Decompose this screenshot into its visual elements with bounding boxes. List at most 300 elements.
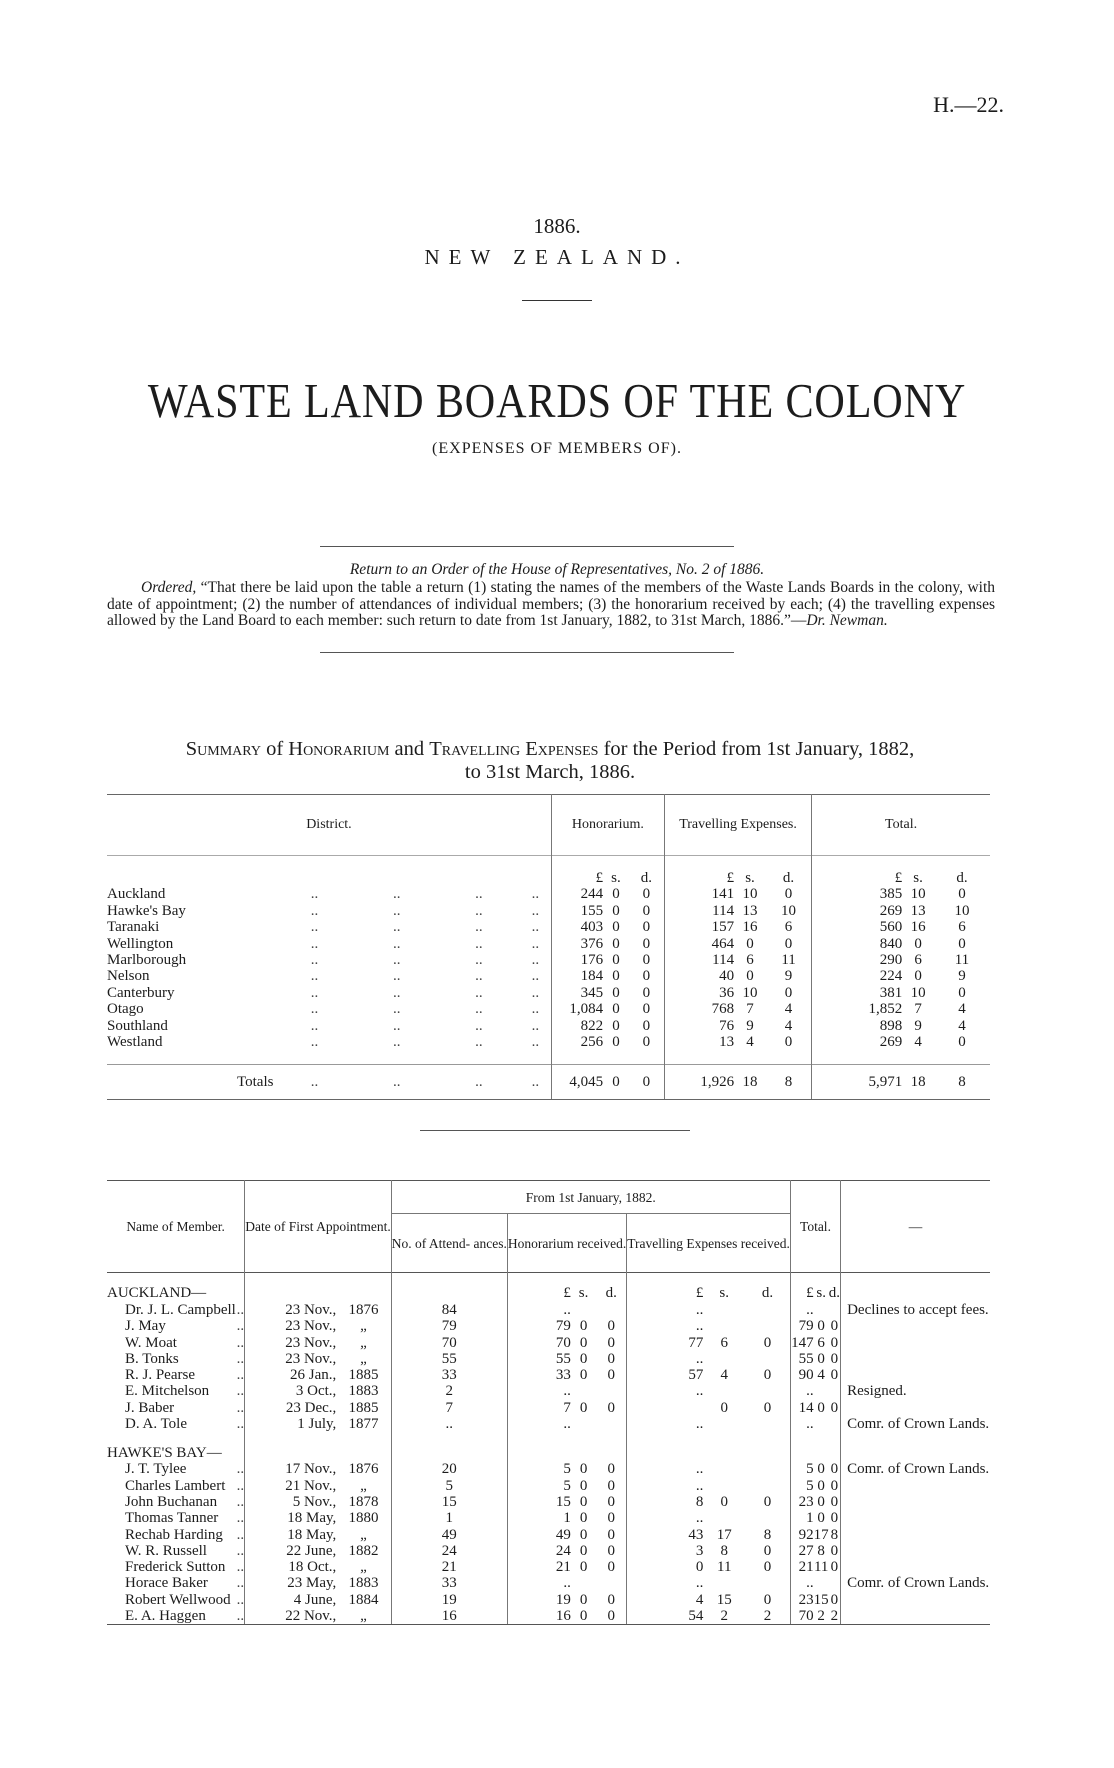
summary-row: [107, 1001, 990, 1017]
tot-pounds: 55: [790, 1351, 813, 1367]
leader-dots: ..: [531, 1034, 540, 1051]
tot-shillings: 2: [814, 1608, 829, 1625]
remark: [841, 1400, 990, 1416]
tot-pence: [829, 1383, 841, 1399]
member-name: Horace Baker: [125, 1575, 208, 1592]
attendances: 7: [391, 1400, 507, 1416]
trav-pounds: 76: [664, 1018, 734, 1034]
leader-dots: ..: [236, 1302, 245, 1318]
leader-dots: ..: [531, 919, 540, 936]
district-header: District.: [306, 817, 352, 832]
leader-dots: ..: [392, 1017, 401, 1034]
unit-shilling: s.: [816, 1285, 826, 1302]
appointment-date: 23 Nov.,: [245, 1302, 337, 1318]
tot-pence: 10: [954, 902, 970, 919]
member-name: E. A. Haggen: [107, 1608, 236, 1625]
member-row: [107, 1335, 990, 1351]
tot-pounds: ..: [790, 1302, 813, 1318]
attendances-header: No. of Attend- ances.: [391, 1214, 507, 1273]
attendances: 70: [391, 1335, 507, 1351]
leader-dots: ..: [475, 952, 483, 969]
leader-dots: ..: [392, 952, 401, 969]
hon-pence: [596, 1416, 627, 1432]
hon-pence: 0: [642, 968, 651, 985]
remark: [841, 1559, 990, 1575]
hon-pounds: ..: [507, 1416, 571, 1432]
tot-pounds: 79: [790, 1318, 813, 1334]
hon-pence: 0: [607, 1542, 616, 1559]
tot-pounds: 224: [812, 968, 903, 984]
hon-pounds: 176: [551, 952, 603, 968]
remark: [841, 1527, 990, 1543]
hon-pounds: 55: [507, 1351, 571, 1367]
document-code: H.—22.: [933, 92, 1004, 117]
trav-shillings: [703, 1461, 745, 1477]
hon-shillings: 0: [571, 1608, 596, 1625]
member-name: Dr. J. L. Campbell: [125, 1302, 236, 1318]
leader-dots: ..: [310, 1017, 319, 1034]
hon-shillings: 0: [612, 919, 620, 936]
appointment-date: 5 Nov.,: [245, 1494, 337, 1510]
leader-dots: ..: [236, 1477, 245, 1494]
unit-pound: £: [507, 1285, 571, 1302]
travelling-header: Travelling Expenses.: [664, 795, 811, 856]
tot-shillings: 0: [817, 1477, 825, 1494]
tot-pounds: 92: [790, 1527, 813, 1543]
attendances: 16: [391, 1608, 507, 1625]
appointment-year: 1883: [348, 1383, 379, 1400]
unit-pence: d.: [828, 1285, 841, 1302]
members-total-header: Total.: [790, 1181, 840, 1273]
trav-pounds: ..: [627, 1510, 704, 1526]
leader-dots: ..: [236, 1493, 245, 1510]
hon-pence: 0: [607, 1591, 616, 1608]
trav-pence: [745, 1478, 790, 1494]
leader-dots: ..: [310, 968, 319, 985]
hon-shillings: 0: [579, 1542, 588, 1559]
honorarium-header: Honorarium.: [551, 795, 664, 856]
tot-pence: [829, 1302, 841, 1318]
leader-dots: ..: [475, 1017, 483, 1034]
leader-dots: ..: [236, 1559, 245, 1576]
remark: [841, 1543, 990, 1559]
ordered-label: Ordered,: [141, 579, 197, 596]
member-name: J. May: [125, 1318, 166, 1335]
tot-pounds: 14: [790, 1400, 813, 1416]
tot-pence: 0: [830, 1399, 839, 1416]
hon-pounds: 70: [507, 1335, 571, 1351]
trav-shillings: 4: [746, 1034, 754, 1051]
hon-pounds: 1: [507, 1510, 571, 1526]
trav-pence: 0: [763, 1493, 772, 1510]
district-name: Otago: [107, 1001, 144, 1018]
member-name: Thomas Tanner: [125, 1510, 219, 1527]
appointment-date: 22 Nov.,: [245, 1608, 337, 1625]
tot-pence: 0: [830, 1493, 839, 1510]
unit-pound: £: [627, 1285, 704, 1302]
date-header: Date of First Appointment.: [245, 1181, 392, 1273]
trav-pence: [745, 1575, 790, 1591]
leader-dots: ..: [236, 1367, 245, 1384]
tot-pence: 0: [958, 886, 966, 903]
hon-pounds: 155: [551, 903, 603, 919]
trav-pounds: ..: [627, 1351, 704, 1367]
hon-shillings: 0: [579, 1510, 588, 1527]
member-name: D. A. Tole: [125, 1416, 188, 1433]
trav-shillings: 0: [746, 935, 754, 952]
trav-pounds: ..: [627, 1478, 704, 1494]
hon-pounds: 1,084: [551, 1001, 603, 1017]
member-name: John Buchanan: [125, 1493, 218, 1510]
trav-shillings: [703, 1575, 745, 1591]
hon-pounds: 5: [507, 1478, 571, 1494]
leader-dots: ..: [236, 1461, 245, 1478]
member-row: [107, 1559, 990, 1575]
paper-subtitle: (EXPENSES OF MEMBERS OF).: [432, 440, 682, 457]
hon-shillings: 0: [579, 1334, 588, 1351]
tot-pence: 6: [958, 919, 966, 936]
trav-pence: 2: [745, 1608, 790, 1625]
tot-pence: 0: [830, 1477, 839, 1494]
attendances: 21: [391, 1559, 507, 1575]
leader-dots: ..: [310, 984, 319, 1001]
members-honorarium-header: Honorarium received.: [507, 1214, 626, 1273]
remark: [841, 1608, 990, 1625]
hon-shillings: 0: [612, 935, 620, 952]
hon-pounds: 345: [551, 985, 603, 1001]
appointment-date: 1 July,: [245, 1416, 337, 1432]
appointment-date: 17 Nov.,: [245, 1461, 337, 1477]
district-name: Westland: [107, 1034, 163, 1051]
tot-pounds: 27: [790, 1543, 813, 1559]
leader-dots: ..: [392, 886, 401, 903]
hon-shillings: 0: [612, 968, 620, 985]
trav-shillings: 9: [746, 1017, 754, 1034]
attendances: 20: [391, 1461, 507, 1477]
trav-pounds: ..: [627, 1575, 704, 1591]
trav-pounds: 141: [664, 886, 734, 902]
hon-pence: 0: [607, 1526, 616, 1543]
tot-pence: [829, 1575, 841, 1591]
trav-pence: 4: [784, 1017, 793, 1034]
district-name: Wellington: [107, 935, 174, 952]
remark: [841, 1335, 990, 1351]
appointment-year: „: [360, 1477, 367, 1494]
return-rule-top: [320, 546, 734, 547]
appointment-date: 18 May,: [245, 1527, 337, 1543]
trav-shillings: 16: [742, 919, 758, 936]
section-name: AUCKLAND—: [107, 1285, 207, 1302]
trav-shillings: 2: [703, 1608, 745, 1625]
hon-pounds: 33: [507, 1367, 571, 1383]
trav-pounds: 464: [664, 936, 734, 952]
member-name: Frederick Sutton: [125, 1559, 226, 1576]
unit-pence: d.: [761, 1285, 774, 1302]
attendances: 19: [391, 1592, 507, 1608]
trav-pence: [745, 1318, 790, 1334]
tot-pence: 0: [830, 1350, 839, 1367]
tot-pence: 0: [830, 1318, 839, 1335]
tot-shillings: 0: [817, 1318, 825, 1335]
trav-pounds: 114: [664, 952, 734, 968]
trav-pounds: 43: [627, 1527, 704, 1543]
section-name: HAWKE'S BAY—: [107, 1444, 222, 1461]
trav-pence: 9: [784, 968, 793, 985]
appointment-year: 1876: [348, 1302, 379, 1318]
trav-pence: 0: [763, 1591, 772, 1608]
section-row: [107, 1444, 990, 1461]
summary-table: [107, 794, 990, 1100]
appointment-year: „: [360, 1350, 367, 1367]
member-row: [107, 1608, 990, 1625]
hon-shillings: [571, 1302, 596, 1318]
trav-pounds: 8: [627, 1494, 704, 1510]
country-title: NEW ZEALAND.: [424, 245, 690, 269]
trav-shillings: 15: [716, 1591, 732, 1608]
hon-pounds: 19: [507, 1592, 571, 1608]
trav-pence: 0: [763, 1334, 772, 1351]
leader-dots: ..: [392, 984, 401, 1001]
trav-pounds: [627, 1400, 704, 1416]
attendances: 15: [391, 1494, 507, 1510]
hon-pounds: 376: [551, 936, 603, 952]
tot-shillings: 13: [910, 902, 926, 919]
tot-pounds: 560: [812, 919, 903, 935]
hon-pence: [596, 1383, 627, 1399]
hon-pounds: 79: [507, 1318, 571, 1334]
appointment-year: 1878: [348, 1493, 379, 1510]
appointment-date: 23 Dec.,: [245, 1400, 337, 1416]
leader-dots: ..: [475, 919, 483, 936]
hon-pence: 0: [607, 1350, 616, 1367]
unit-pence: d.: [605, 1285, 617, 1302]
leader-dots: ..: [392, 919, 401, 936]
tot-pounds: ..: [790, 1416, 813, 1432]
remark: [841, 1318, 990, 1334]
tot-shillings: 8: [817, 1542, 825, 1559]
leader-dots: ..: [531, 952, 540, 969]
tot-shillings: 7: [914, 1001, 922, 1018]
tot-pounds: 385: [812, 886, 903, 902]
trav-shillings: [703, 1351, 745, 1367]
member-row: [107, 1543, 990, 1559]
tot-pounds: 1: [790, 1510, 813, 1526]
hon-pence: 0: [596, 1608, 627, 1625]
tot-shillings: 10: [910, 886, 926, 903]
hon-shillings: 0: [579, 1591, 588, 1608]
remark: [841, 1510, 990, 1526]
appointment-year: „: [360, 1334, 367, 1351]
trav-shillings: 6: [720, 1334, 728, 1351]
hon-pence: 0: [607, 1493, 616, 1510]
trav-pence: [745, 1351, 790, 1367]
hon-pence: 0: [607, 1461, 616, 1478]
attendances: 2: [391, 1383, 507, 1399]
totals-label: Totals: [107, 1065, 273, 1100]
hon-shillings: [571, 1383, 596, 1399]
attendances: 55: [391, 1351, 507, 1367]
trav-shillings: [703, 1510, 745, 1526]
name-header: Name of Member.: [126, 1219, 225, 1234]
tot-shillings: [814, 1416, 829, 1432]
trav-pounds: 40: [664, 968, 734, 984]
members-header-row-1: [107, 1181, 990, 1214]
leader-dots: ..: [475, 984, 483, 1001]
leader-dots: ..: [475, 886, 483, 903]
trav-pounds: ..: [627, 1318, 704, 1334]
members-travelling-header: Travelling Expenses received.: [627, 1214, 791, 1273]
return-title: Return to an Order of the House of Representatives, No. 2 of 1886.: [349, 561, 765, 578]
tot-shillings: 15: [813, 1591, 829, 1608]
trav-pence: [745, 1461, 790, 1477]
order-signature: Dr. Newman.: [806, 612, 888, 629]
tot-pounds: 147: [791, 1334, 814, 1351]
leader-dots: ..: [475, 902, 483, 919]
leader-dots: ..: [531, 1001, 540, 1018]
tot-pence: 0: [958, 984, 966, 1001]
appointment-date: 21 Nov.,: [245, 1478, 337, 1494]
appointment-year: 1885: [348, 1399, 379, 1416]
hon-shillings: [571, 1575, 596, 1591]
tot-pounds: ..: [790, 1575, 813, 1591]
tot-pence: 4: [958, 1001, 966, 1018]
hon-shillings: 0: [612, 1034, 620, 1051]
total-header: Total.: [812, 795, 990, 856]
member-name: Charles Lambert: [125, 1477, 226, 1494]
hon-pence: 0: [642, 902, 651, 919]
attendances: 84: [391, 1302, 507, 1318]
leader-dots: ..: [531, 902, 540, 919]
hon-pounds: 21: [507, 1559, 571, 1575]
tot-shillings: 0: [817, 1493, 825, 1510]
leader-dots: ..: [236, 1608, 245, 1625]
hon-pence: 0: [607, 1399, 616, 1416]
summary-row: [107, 1018, 990, 1034]
member-row: [107, 1318, 990, 1334]
tot-shillings: 0: [817, 1461, 825, 1478]
tot-shillings: [814, 1302, 829, 1318]
tot-pounds: 5: [790, 1461, 813, 1477]
trav-shillings: 0: [720, 1399, 728, 1416]
trav-pence: [745, 1510, 790, 1526]
appointment-year: 1885: [348, 1367, 379, 1384]
leader-dots: ..: [236, 1334, 245, 1351]
hon-pounds: 7: [507, 1400, 571, 1416]
appointment-year: 1884: [348, 1591, 379, 1608]
trav-shillings: [703, 1318, 745, 1334]
trav-pence: [745, 1302, 790, 1318]
member-row: [107, 1416, 990, 1432]
remark: Resigned.: [841, 1383, 990, 1399]
hon-shillings: 0: [579, 1493, 588, 1510]
hon-shillings: 0: [579, 1318, 588, 1335]
hon-pounds: ..: [507, 1302, 571, 1318]
tot-shillings: 0: [817, 1510, 825, 1527]
district-name: Hawke's Bay: [107, 902, 186, 919]
trav-pence: 10: [781, 902, 797, 919]
leader-dots: ..: [392, 1001, 401, 1018]
member-row: [107, 1461, 990, 1477]
leader-dots: ..: [310, 935, 319, 952]
appointment-year: 1882: [348, 1542, 379, 1559]
hon-shillings: 0: [612, 886, 620, 903]
trav-pounds: 57: [627, 1367, 704, 1383]
hon-shillings: 0: [579, 1367, 588, 1384]
leader-dots: ..: [531, 984, 540, 1001]
trav-shillings: 10: [742, 984, 758, 1001]
attendances: 33: [391, 1367, 507, 1383]
section-row: [107, 1285, 990, 1302]
trav-shillings: 11: [717, 1559, 732, 1576]
member-name: Rechab Harding: [125, 1526, 223, 1543]
hon-pence: [596, 1302, 627, 1318]
hon-pounds: 822: [551, 1018, 603, 1034]
members-table: [107, 1180, 990, 1625]
leader-dots: ..: [236, 1575, 245, 1592]
appointment-year: „: [336, 1608, 391, 1625]
summary-row: [107, 936, 990, 952]
trav-pounds: 114: [664, 903, 734, 919]
hon-shillings: 0: [579, 1399, 588, 1416]
attendances: 24: [391, 1543, 507, 1559]
leader-dots: ..: [236, 1350, 245, 1367]
tot-pounds: 90: [790, 1367, 813, 1383]
trav-pence: 6: [784, 919, 793, 936]
hon-shillings: 0: [579, 1526, 588, 1543]
tot-pence: 2: [829, 1608, 841, 1625]
unit-shilling: s.: [719, 1285, 730, 1302]
tot-shillings: 6: [914, 952, 922, 969]
leader-dots: ..: [310, 1034, 319, 1051]
trav-pence: 0: [763, 1559, 772, 1576]
appointment-year: 1883: [348, 1575, 379, 1592]
tot-pence: 0: [830, 1591, 839, 1608]
member-name: J. Baber: [125, 1399, 175, 1416]
leader-dots: ..: [475, 1034, 483, 1051]
leader-dots: ..: [531, 1017, 540, 1034]
attendances: 79: [391, 1318, 507, 1334]
trav-shillings: 10: [742, 886, 758, 903]
trav-pounds: ..: [627, 1461, 704, 1477]
hon-shillings: 0: [579, 1477, 588, 1494]
appointment-year: 1877: [348, 1416, 379, 1433]
member-row: [107, 1351, 990, 1367]
trav-pounds: 4: [627, 1592, 704, 1608]
leader-dots: ..: [236, 1526, 245, 1543]
trav-pence: 0: [784, 886, 793, 903]
tot-pounds: 5: [790, 1478, 813, 1494]
hon-pence: 0: [642, 1034, 651, 1051]
appointment-date: 23 Nov.,: [245, 1351, 337, 1367]
member-row: [107, 1527, 990, 1543]
tot-pence: 0: [958, 1034, 966, 1051]
trav-pence: 0: [763, 1542, 772, 1559]
leader-dots: ..: [531, 968, 540, 985]
trav-pounds: 157: [664, 919, 734, 935]
tot-shillings: 0: [817, 1399, 825, 1416]
attendances: 49: [391, 1527, 507, 1543]
member-name: J. T. Tylee: [125, 1461, 187, 1478]
order-text: “That there be laid upon the table a return (1) stating the names of the members of the Waste Lands Boards in the colony, with date of appointment; (2) the number of attendances of individual members; (3) the honorarium received by each; (4) the travelling expenses allowed by the Land Board to each member: such return to date from 1st January, 1882, to 31st March, 1886.”—: [107, 579, 995, 629]
hon-pounds: 256: [551, 1034, 603, 1050]
appointment-date: 22 June,: [245, 1543, 337, 1559]
appointment-date: 23 Nov.,: [245, 1335, 337, 1351]
hon-pounds: 16: [507, 1608, 571, 1625]
hon-pence: 0: [642, 935, 651, 952]
tot-pence: 9: [958, 968, 966, 985]
remark: [841, 1494, 990, 1510]
member-row: [107, 1478, 990, 1494]
